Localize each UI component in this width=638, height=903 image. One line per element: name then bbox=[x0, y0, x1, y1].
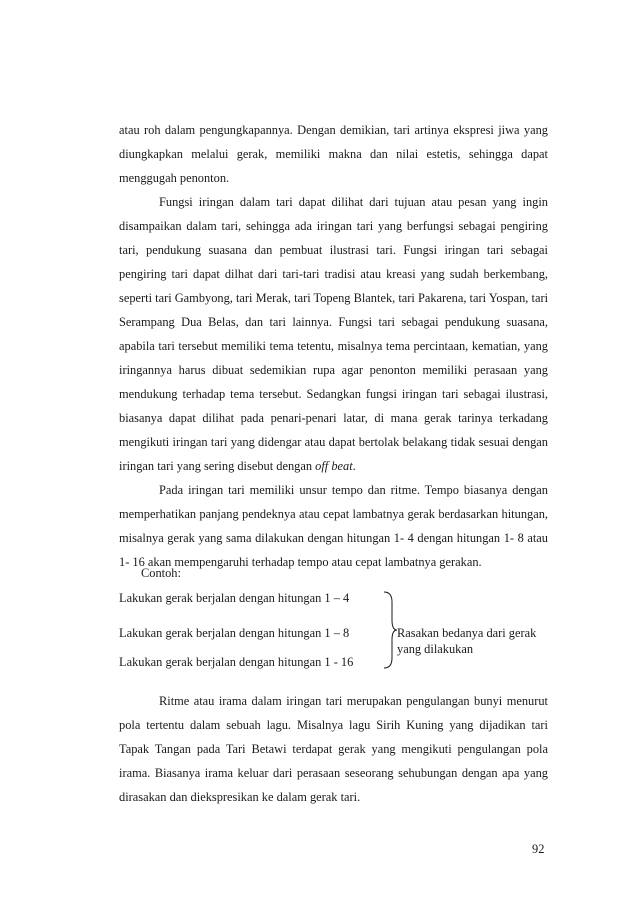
body-text-top bbox=[119, 118, 548, 574]
paragraph-3: Pada iringan tari memiliki unsur tempo dan ritme. Tempo biasanya dengan memperhatikan panjang pendeknya atau cepat lambatnya gerak berdasarkan hitungan, misalnya gerak yang sama dilakukan dengan hitungan 1- 4 dengan hitungan 1- 8 atau 1- 16 akan mempengaruhi terhadap tempo atau cepat lambatnya gerakan. bbox=[119, 483, 548, 569]
example-line-1: Lakukan gerak berjalan dengan hitungan 1 – 4 bbox=[119, 591, 350, 605]
paragraph-2-end: . bbox=[352, 459, 356, 473]
example-label: Contoh: bbox=[141, 566, 181, 580]
example-note-line-2: yang dilakukan bbox=[397, 642, 474, 656]
example-note-line-1: Rasakan bedanya dari gerak bbox=[397, 626, 537, 640]
paragraph-4: Ritme atau irama dalam iringan tari merupakan pengulangan bunyi menurut pola tertentu dalam sebuah lagu. Misalnya lagu Sirih Kuning yang dijadikan tari Tapak Tangan pada Tari Betawi terdapat gerak yang mengikuti pengulangan pola irama. Biasanya irama keluar dari perasaan seseorang sehubungan dengan apa yang dirasakan dan diekspresikan ke dalam gerak tari. bbox=[119, 694, 548, 804]
page-number: 92 bbox=[532, 842, 545, 856]
curly-brace-icon bbox=[382, 590, 398, 670]
paragraph-2-text: Fungsi iringan dalam tari dapat dilihat dari tujuan atau pesan yang ingin disampaikan dalam tari, sehingga ada iringan tari yang berfungsi sebagai pengiring tari, pendukung suasana dan pembuat ilustrasi tari. Fungsi iringan tari sebagai pengiring tari dapat dilhat dari tari-tari tradisi atau kreasi yang sudah berkembang, seperti tari Gambyong, tari Merak, tari Topeng Blantek, tari Pakarena, tari Yospan, tari Serampang Dua Belas, dan tari lainnya. Fungsi tari sebagai pendukung suasana, apabila tari tersebut memiliki tema tetentu, misalnya tema percintaan, kematian, yang iringannya harus dibuat sedemikian rupa agar penonton memiliki perasaan yang mendukung terhadap tema tersebut. Sedangkan fungsi iringan tari sebagai ilustrasi, biasanya dapat dilihat pada penari-penari latar, di mana gerak tarinya terkadang mengikuti iringan tari yang didengar atau dapat bertolak belakang tidak sesuai dengan iringan tari yang sering disebut dengan bbox=[119, 195, 549, 473]
example-line-3: Lakukan gerak berjalan dengan hitungan 1 - 16 bbox=[119, 655, 354, 669]
paragraph-2 bbox=[119, 190, 548, 478]
body-text-bottom bbox=[119, 689, 548, 809]
example-line-2: Lakukan gerak berjalan dengan hitungan 1 – 8 bbox=[119, 626, 350, 640]
paragraph-2-italic-term: off beat bbox=[315, 459, 353, 473]
paragraph-1: atau roh dalam pengungkapannya. Dengan demikian, tari artinya ekspresi jiwa yang diungkapkan melalui gerak, memiliki makna dan nilai estetis, sehingga dapat menggugah penonton. bbox=[119, 123, 548, 185]
